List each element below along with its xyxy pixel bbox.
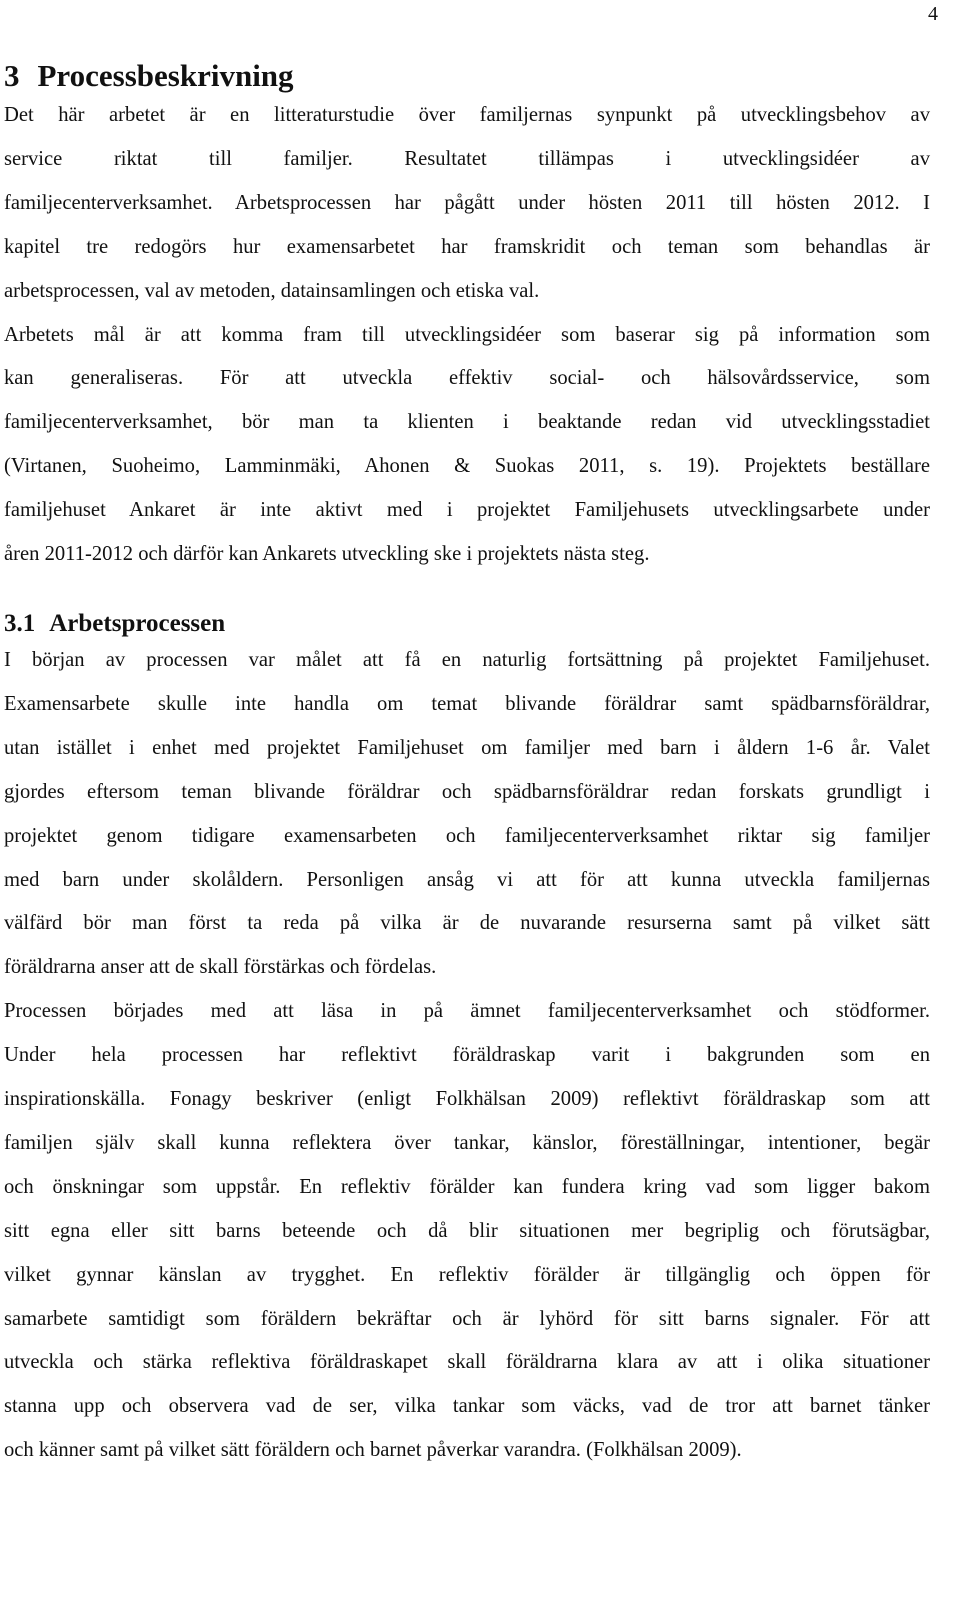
paragraph-goal — [4, 314, 930, 577]
text-line: Examensarbete skulle inte handla om temat blivande föräldrar samt spädbarnsföräldrar, — [4, 692, 930, 715]
text-line: vilket gynnar känslan av trygghet. En reflektiv förälder är tillgänglig och öppen för — [4, 1263, 930, 1286]
text-line: och känner samt på vilket sätt föräldern och barnet påverkar varandra. (Folkhälsan 2009). — [4, 1439, 742, 1462]
text-line: sitt egna eller sitt barns beteende och då blir situationen mer begriplig och förutsägbar, — [4, 1219, 930, 1242]
text-line: projektet genom tidigare examensarbeten och familjecenterverksamhet riktar sig familjer — [4, 824, 930, 847]
chapter-number: 3 — [4, 58, 20, 93]
text-line: Processen börjades med att läsa in på ämnet familjecenterverksamhet och stödformer. — [4, 1000, 930, 1023]
text-line: och önskningar som uppstår. En reflektiv förälder kan fundera kring vad som ligger bakom — [4, 1175, 930, 1198]
text-line: utveckla och stärka reflektiva föräldraskapet skall föräldrarna klara av att i olika situationer — [4, 1351, 930, 1374]
paragraph-intro — [4, 94, 930, 314]
document-body — [4, 0, 930, 1473]
text-line: familjehuset Ankaret är inte aktivt med i projektet Familjehusets utvecklingsarbete under — [4, 499, 930, 522]
text-line: med barn under skolåldern. Personligen ansåg vi att för att kunna utveckla familjernas — [4, 868, 930, 891]
text-line: Det här arbetet är en litteraturstudie över familjernas synpunkt på utvecklingsbehov av — [4, 104, 930, 126]
text-line: Under hela processen har reflektivt föräldraskap varit i bakgrunden som en — [4, 1044, 930, 1067]
text-line: samarbete samtidigt som föräldern bekräftar och är lyhörd för sitt barns signaler. För att — [4, 1307, 930, 1330]
text-line: utan istället i enhet med projektet Familjehuset om familjer med barn i åldern 1-6 år. Valet — [4, 736, 930, 759]
chapter-title: Processbeskrivning — [37, 58, 294, 93]
text-line: arbetsprocessen, val av metoden, datainsamlingen och etiska val. — [4, 279, 540, 302]
section-number: 3.1 — [4, 609, 36, 637]
text-line: (Virtanen, Suoheimo, Lamminmäki, Ahonen & Suokas 2011, s. 19). Projektets beställare — [4, 455, 930, 478]
text-line: familjecenterverksamhet. Arbetsprocessen har pågått under hösten 2011 till hösten 2012. I — [4, 191, 930, 214]
chapter-heading — [4, 58, 930, 94]
paragraph-process-start — [4, 639, 930, 990]
text-line: familjecenterverksamhet, bör man ta klienten i beaktande redan vid utvecklingsstadiet — [4, 411, 930, 434]
section-heading — [4, 609, 930, 639]
section-title: Arbetsprocessen — [49, 609, 226, 637]
text-line: gjordes eftersom teman blivande föräldrar och spädbarnsföräldrar redan forskats grundligt i — [4, 780, 930, 803]
text-line: föräldrarna anser att de skall förstärkas och fördelas. — [4, 956, 437, 979]
paragraph-reflective-parenting — [4, 990, 930, 1473]
text-line: inspirationskälla. Fonagy beskriver (enligt Folkhälsan 2009) reflektivt föräldraskap som att — [4, 1088, 930, 1111]
text-line: Arbetets mål är att komma fram till utvecklingsidéer som baserar sig på information som — [4, 323, 930, 346]
text-line: åren 2011-2012 och därför kan Ankarets utveckling ske i projektets nästa steg. — [4, 543, 650, 566]
text-line: service riktat till familjer. Resultatet tillämpas i utvecklingsidéer av — [4, 147, 930, 170]
text-line: kan generaliseras. För att utveckla effektiv social- och hälsovårdsservice, som — [4, 367, 930, 390]
text-line: I början av processen var målet att få en naturlig fortsättning på projektet Familjehuset. — [4, 648, 930, 671]
text-line: välfärd bör man först ta reda på vilka är de nuvarande resurserna samt på vilket sätt — [4, 912, 930, 935]
text-line: familjen själv skall kunna reflektera över tankar, känslor, föreställningar, intentioner, begär — [4, 1131, 930, 1154]
text-line: stanna upp och observera vad de ser, vilka tankar som väcks, vad de tror att barnet tänker — [4, 1395, 930, 1418]
page-number: 4 — [928, 3, 938, 25]
text-line: kapitel tre redogörs hur examensarbetet har framskridit och teman som behandlas är — [4, 235, 930, 258]
